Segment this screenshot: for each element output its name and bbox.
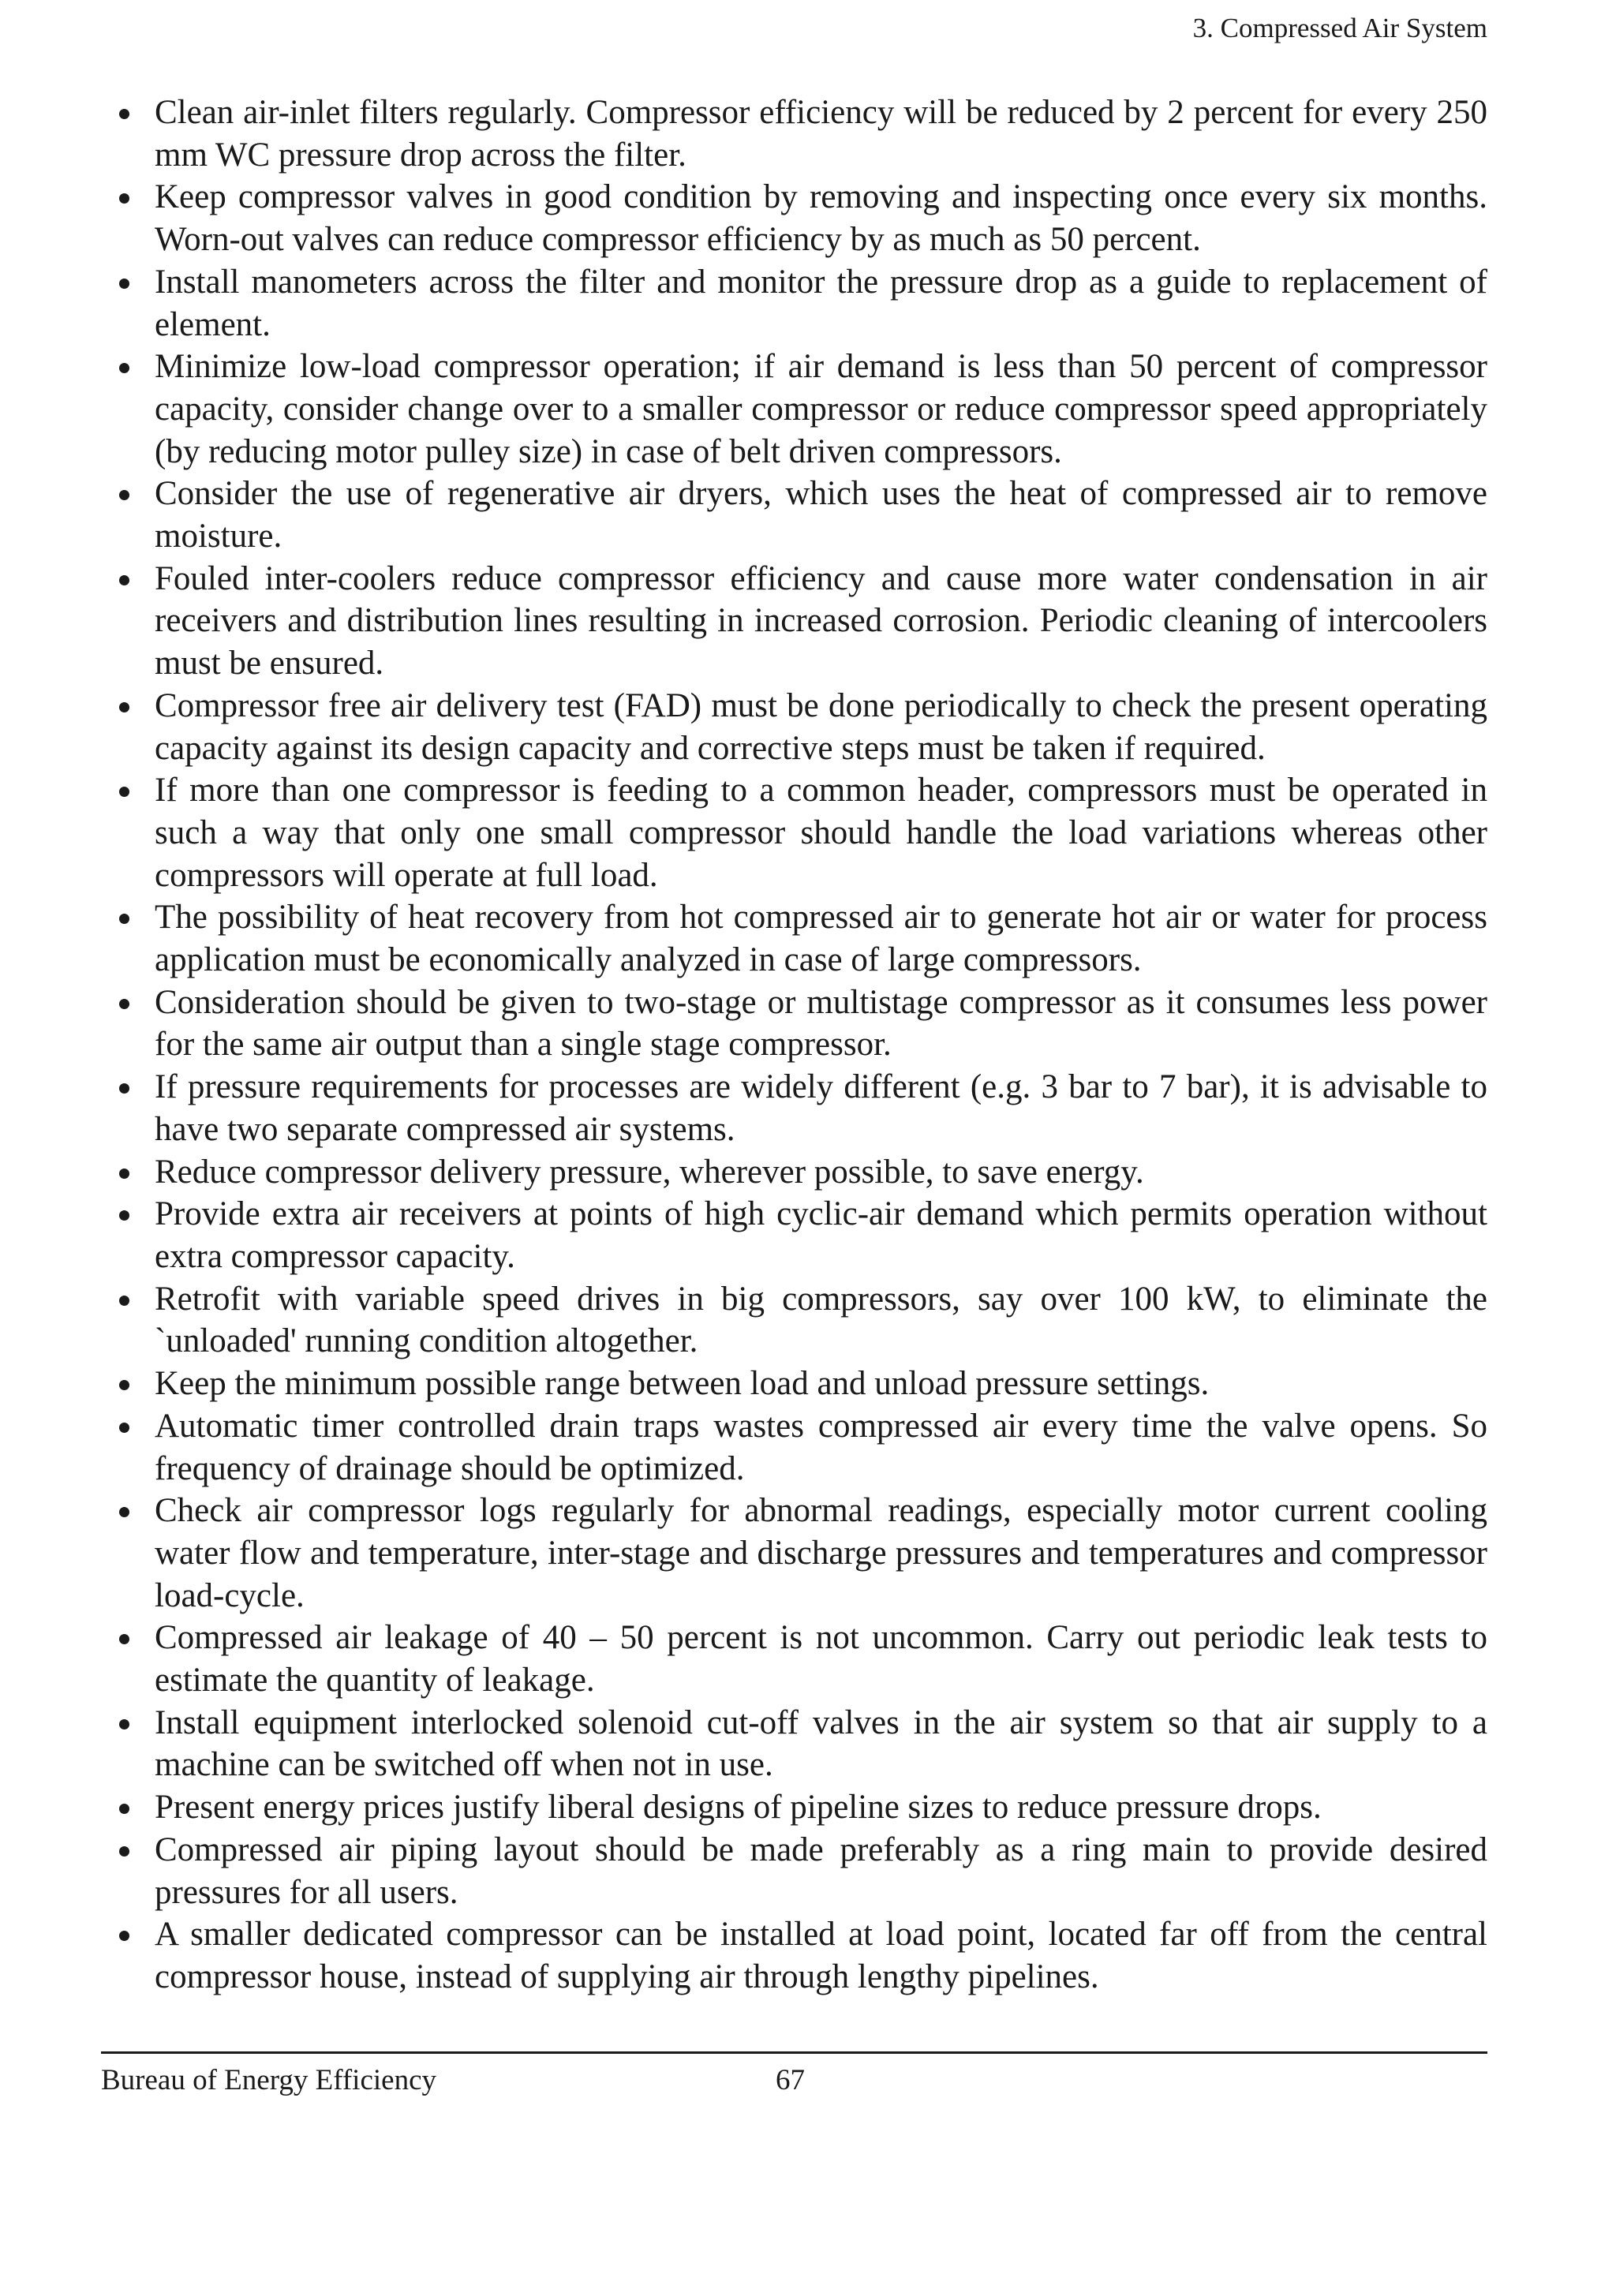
list-item: If pressure requirements for processes are widely different (e.g. 3 bar to 7 bar), it is advisable to have two separate compressed air systems.	[101, 1066, 1487, 1150]
footer-publisher: Bureau of Energy Efficiency	[101, 2064, 436, 2096]
list-item: If more than one compressor is feeding to a common header, compressors must be operated in such a way that only one small compressor should handle the load variations whereas other compressors will operate at full load.	[101, 769, 1487, 896]
list-item: Provide extra air receivers at points of high cyclic-air demand which permits operation without extra compressor capacity.	[101, 1193, 1487, 1277]
list-item: Compressed air piping layout should be made preferably as a ring main to provide desired pressures for all users.	[101, 1829, 1487, 1913]
footer-divider	[101, 2051, 1487, 2054]
list-item: Consideration should be given to two-stage or multistage compressor as it consumes less power for the same air output than a single stage compressor.	[101, 982, 1487, 1066]
list-item: Retrofit with variable speed drives in big compressors, say over 100 kW, to eliminate the `unloaded' running condition altogether.	[101, 1278, 1487, 1363]
list-item: Compressor free air delivery test (FAD) must be done periodically to check the present operating capacity against its design capacity and corrective steps must be taken if required.	[101, 685, 1487, 769]
list-item: Check air compressor logs regularly for abnormal readings, especially motor current cooling water flow and temperature, inter-stage and discharge pressures and temperatures and compressor load-cycle.	[101, 1490, 1487, 1617]
list-item: Clean air-inlet filters regularly. Compressor efficiency will be reduced by 2 percent for every 250 mm WC pressure drop across the filter.	[101, 92, 1487, 176]
list-item: A smaller dedicated compressor can be installed at load point, located far off from the central compressor house, instead of supplying air through lengthy pipelines.	[101, 1913, 1487, 1998]
list-item: Install equipment interlocked solenoid cut-off valves in the air system so that air supply to a machine can be switched off when not in use.	[101, 1702, 1487, 1786]
list-item: The possibility of heat recovery from hot compressed air to generate hot air or water for process application must be economically analyzed in case of large compressors.	[101, 896, 1487, 981]
list-item: Present energy prices justify liberal designs of pipeline sizes to reduce pressure drops.	[101, 1786, 1487, 1829]
list-item: Minimize low-load compressor operation; if air demand is less than 50 percent of compressor capacity, consider change over to a smaller compressor or reduce compressor speed appropriately (by reducing motor pulley size) in case of belt driven compressors.	[101, 346, 1487, 473]
list-item: Fouled inter-coolers reduce compressor efficiency and cause more water condensation in air receivers and distribution lines resulting in increased corrosion. Periodic cleaning of intercoolers must be ensured.	[101, 558, 1487, 685]
list-item: Install manometers across the filter and monitor the pressure drop as a guide to replacement of element.	[101, 261, 1487, 346]
list-item: Consider the use of regenerative air dryers, which uses the heat of compressed air to remove moisture.	[101, 473, 1487, 557]
list-item: Reduce compressor delivery pressure, wherever possible, to save energy.	[101, 1151, 1487, 1194]
list-item: Keep compressor valves in good condition by removing and inspecting once every six months. Worn-out valves can reduce compressor efficiency by as much as 50 percent.	[101, 176, 1487, 260]
list-item: Automatic timer controlled drain traps wastes compressed air every time the valve opens. So frequency of drainage should be optimized.	[101, 1405, 1487, 1490]
list-item: Keep the minimum possible range between load and unload pressure settings.	[101, 1363, 1487, 1405]
page-number: 67	[776, 2064, 805, 2096]
running-header: 3. Compressed Air System	[1192, 13, 1487, 43]
list-item: Compressed air leakage of 40 – 50 percent is not uncommon. Carry out periodic leak tests to estimate the quantity of leakage.	[101, 1617, 1487, 1701]
bullet-list	[101, 92, 1487, 1999]
